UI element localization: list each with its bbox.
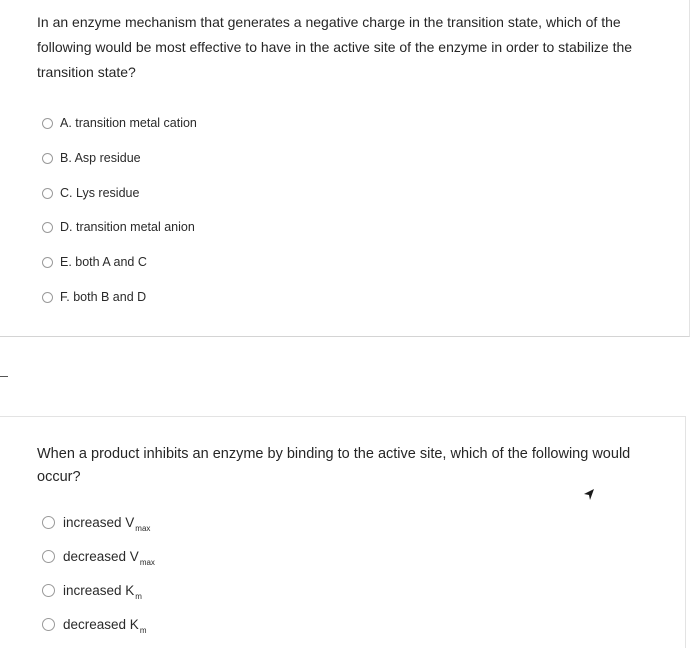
q1-option-e[interactable] <box>42 255 147 269</box>
radio-button-icon[interactable] <box>42 188 53 199</box>
q2-option-increased-vmax[interactable] <box>42 515 151 533</box>
radio-button-icon[interactable] <box>42 584 55 597</box>
question-1-prompt: In an enzyme mechanism that generates a negative charge in the transition state, which of the following would be most effective to have in the active site of the enzyme in order to stabilize the transition state? <box>37 14 633 80</box>
option-label: C. Lys residue <box>60 186 140 200</box>
option-label: D. transition metal anion <box>60 220 195 234</box>
option-label: F. both B and D <box>60 290 147 304</box>
option-label: increased $V_{max}$ <box>63 515 151 533</box>
option-label: A. transition metal cation <box>60 116 197 130</box>
edge-marker <box>0 376 8 377</box>
radio-button-icon[interactable] <box>42 153 53 164</box>
q1-option-a[interactable] <box>42 116 197 130</box>
radio-button-icon[interactable] <box>42 292 53 303</box>
q2-option-decreased-vmax[interactable] <box>42 549 155 567</box>
q1-option-b[interactable] <box>42 151 141 165</box>
radio-button-icon[interactable] <box>42 550 55 563</box>
radio-button-icon[interactable] <box>42 257 53 268</box>
mouse-pointer-icon <box>583 488 595 502</box>
q2-option-decreased-km[interactable] <box>42 617 147 635</box>
option-label: decreased $V_{max}$ <box>63 549 155 567</box>
question-2-prompt: When a product inhibits an enzyme by binding to the active site, which of the following would occur? <box>37 446 631 485</box>
q2-option-increased-km[interactable] <box>42 583 142 601</box>
option-label: E. both A and C <box>60 255 147 269</box>
option-label: increased $K_m$ <box>63 583 142 601</box>
radio-button-icon[interactable] <box>42 618 55 631</box>
q1-option-c[interactable] <box>42 186 139 200</box>
q1-option-d[interactable] <box>42 220 195 234</box>
q1-option-f[interactable] <box>42 290 146 304</box>
option-label: decreased $K_m$ <box>63 617 147 635</box>
radio-button-icon[interactable] <box>42 516 55 529</box>
option-label: B. Asp residue <box>60 151 141 165</box>
radio-button-icon[interactable] <box>42 118 53 129</box>
radio-button-icon[interactable] <box>42 222 53 233</box>
